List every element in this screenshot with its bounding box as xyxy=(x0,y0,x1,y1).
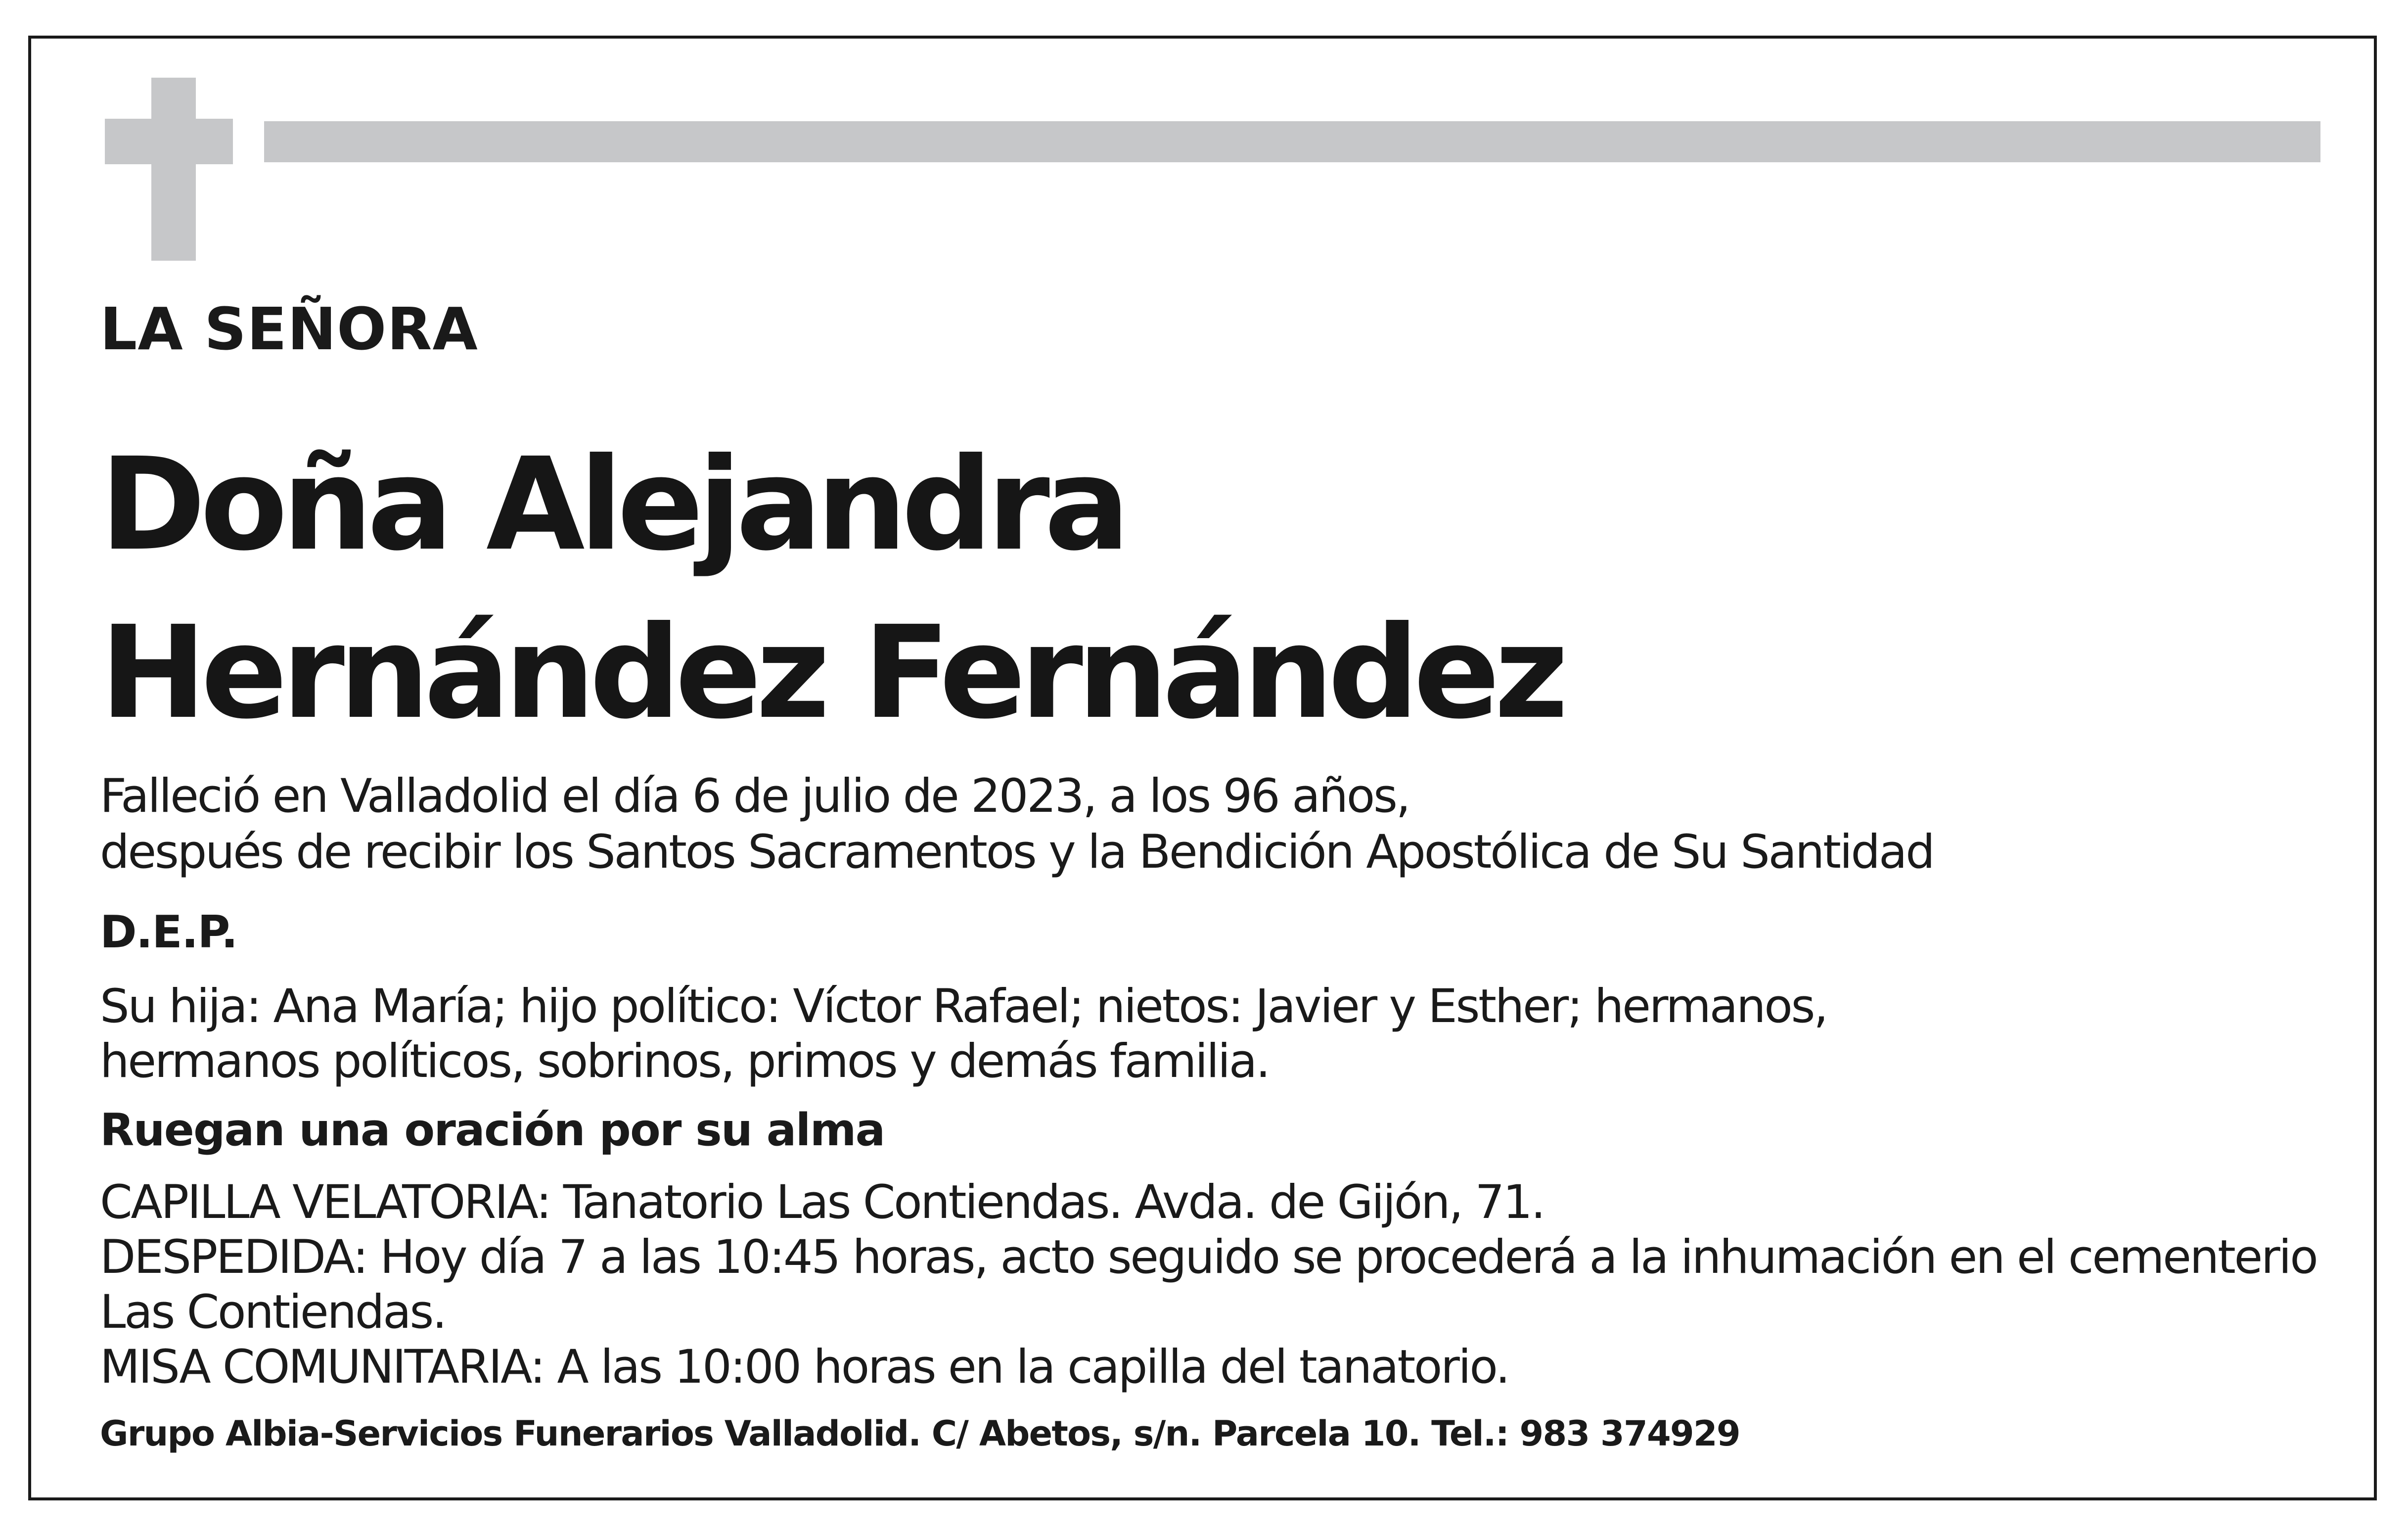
prayer-request: Ruegan una oración por su alma xyxy=(100,1104,885,1156)
honorific: LA SEÑORA xyxy=(100,295,479,363)
service-line-farewell-cont: Las Contiendas. xyxy=(100,1285,446,1339)
service-line-mass: MISA COMUNITARIA: A las 10:00 horas en la capilla del tanatorio. xyxy=(100,1340,1509,1394)
funeral-home-footer: Grupo Albia-Servicios Funerarios Valladolid. C/ Abetos, s/n. Parcela 10. Tel.: 983 374929 xyxy=(100,1413,1740,1454)
rip-label: D.E.P. xyxy=(100,906,237,958)
family-line-1: Su hija: Ana María; hijo político: Víctor Rafael; nietos: Javier y Esther; hermanos, xyxy=(100,979,1827,1033)
service-line-wake: CAPILLA VELATORIA: Tanatorio Las Contiendas. Avda. de Gijón, 71. xyxy=(100,1175,1545,1229)
family-line-2: hermanos políticos, sobrinos, primos y demás familia. xyxy=(100,1034,1269,1088)
death-details-line-1: Falleció en Valladolid el día 6 de julio de 2023, a los 96 años, xyxy=(100,769,1409,823)
deceased-name-line-1: Doña Alejandra xyxy=(100,430,1125,579)
cross-icon-vertical xyxy=(151,78,196,261)
death-details-line-2: después de recibir los Santos Sacramentos y la Bendición Apostólica de Su Santidad xyxy=(100,825,1934,879)
cross-icon-horizontal xyxy=(105,119,233,164)
header-rule xyxy=(264,121,2320,162)
service-line-farewell: DESPEDIDA: Hoy día 7 a las 10:45 horas, acto seguido se procederá a la inhumación en el cementerio xyxy=(100,1230,2317,1284)
deceased-name-line-2: Hernández Fernández xyxy=(100,599,1563,747)
